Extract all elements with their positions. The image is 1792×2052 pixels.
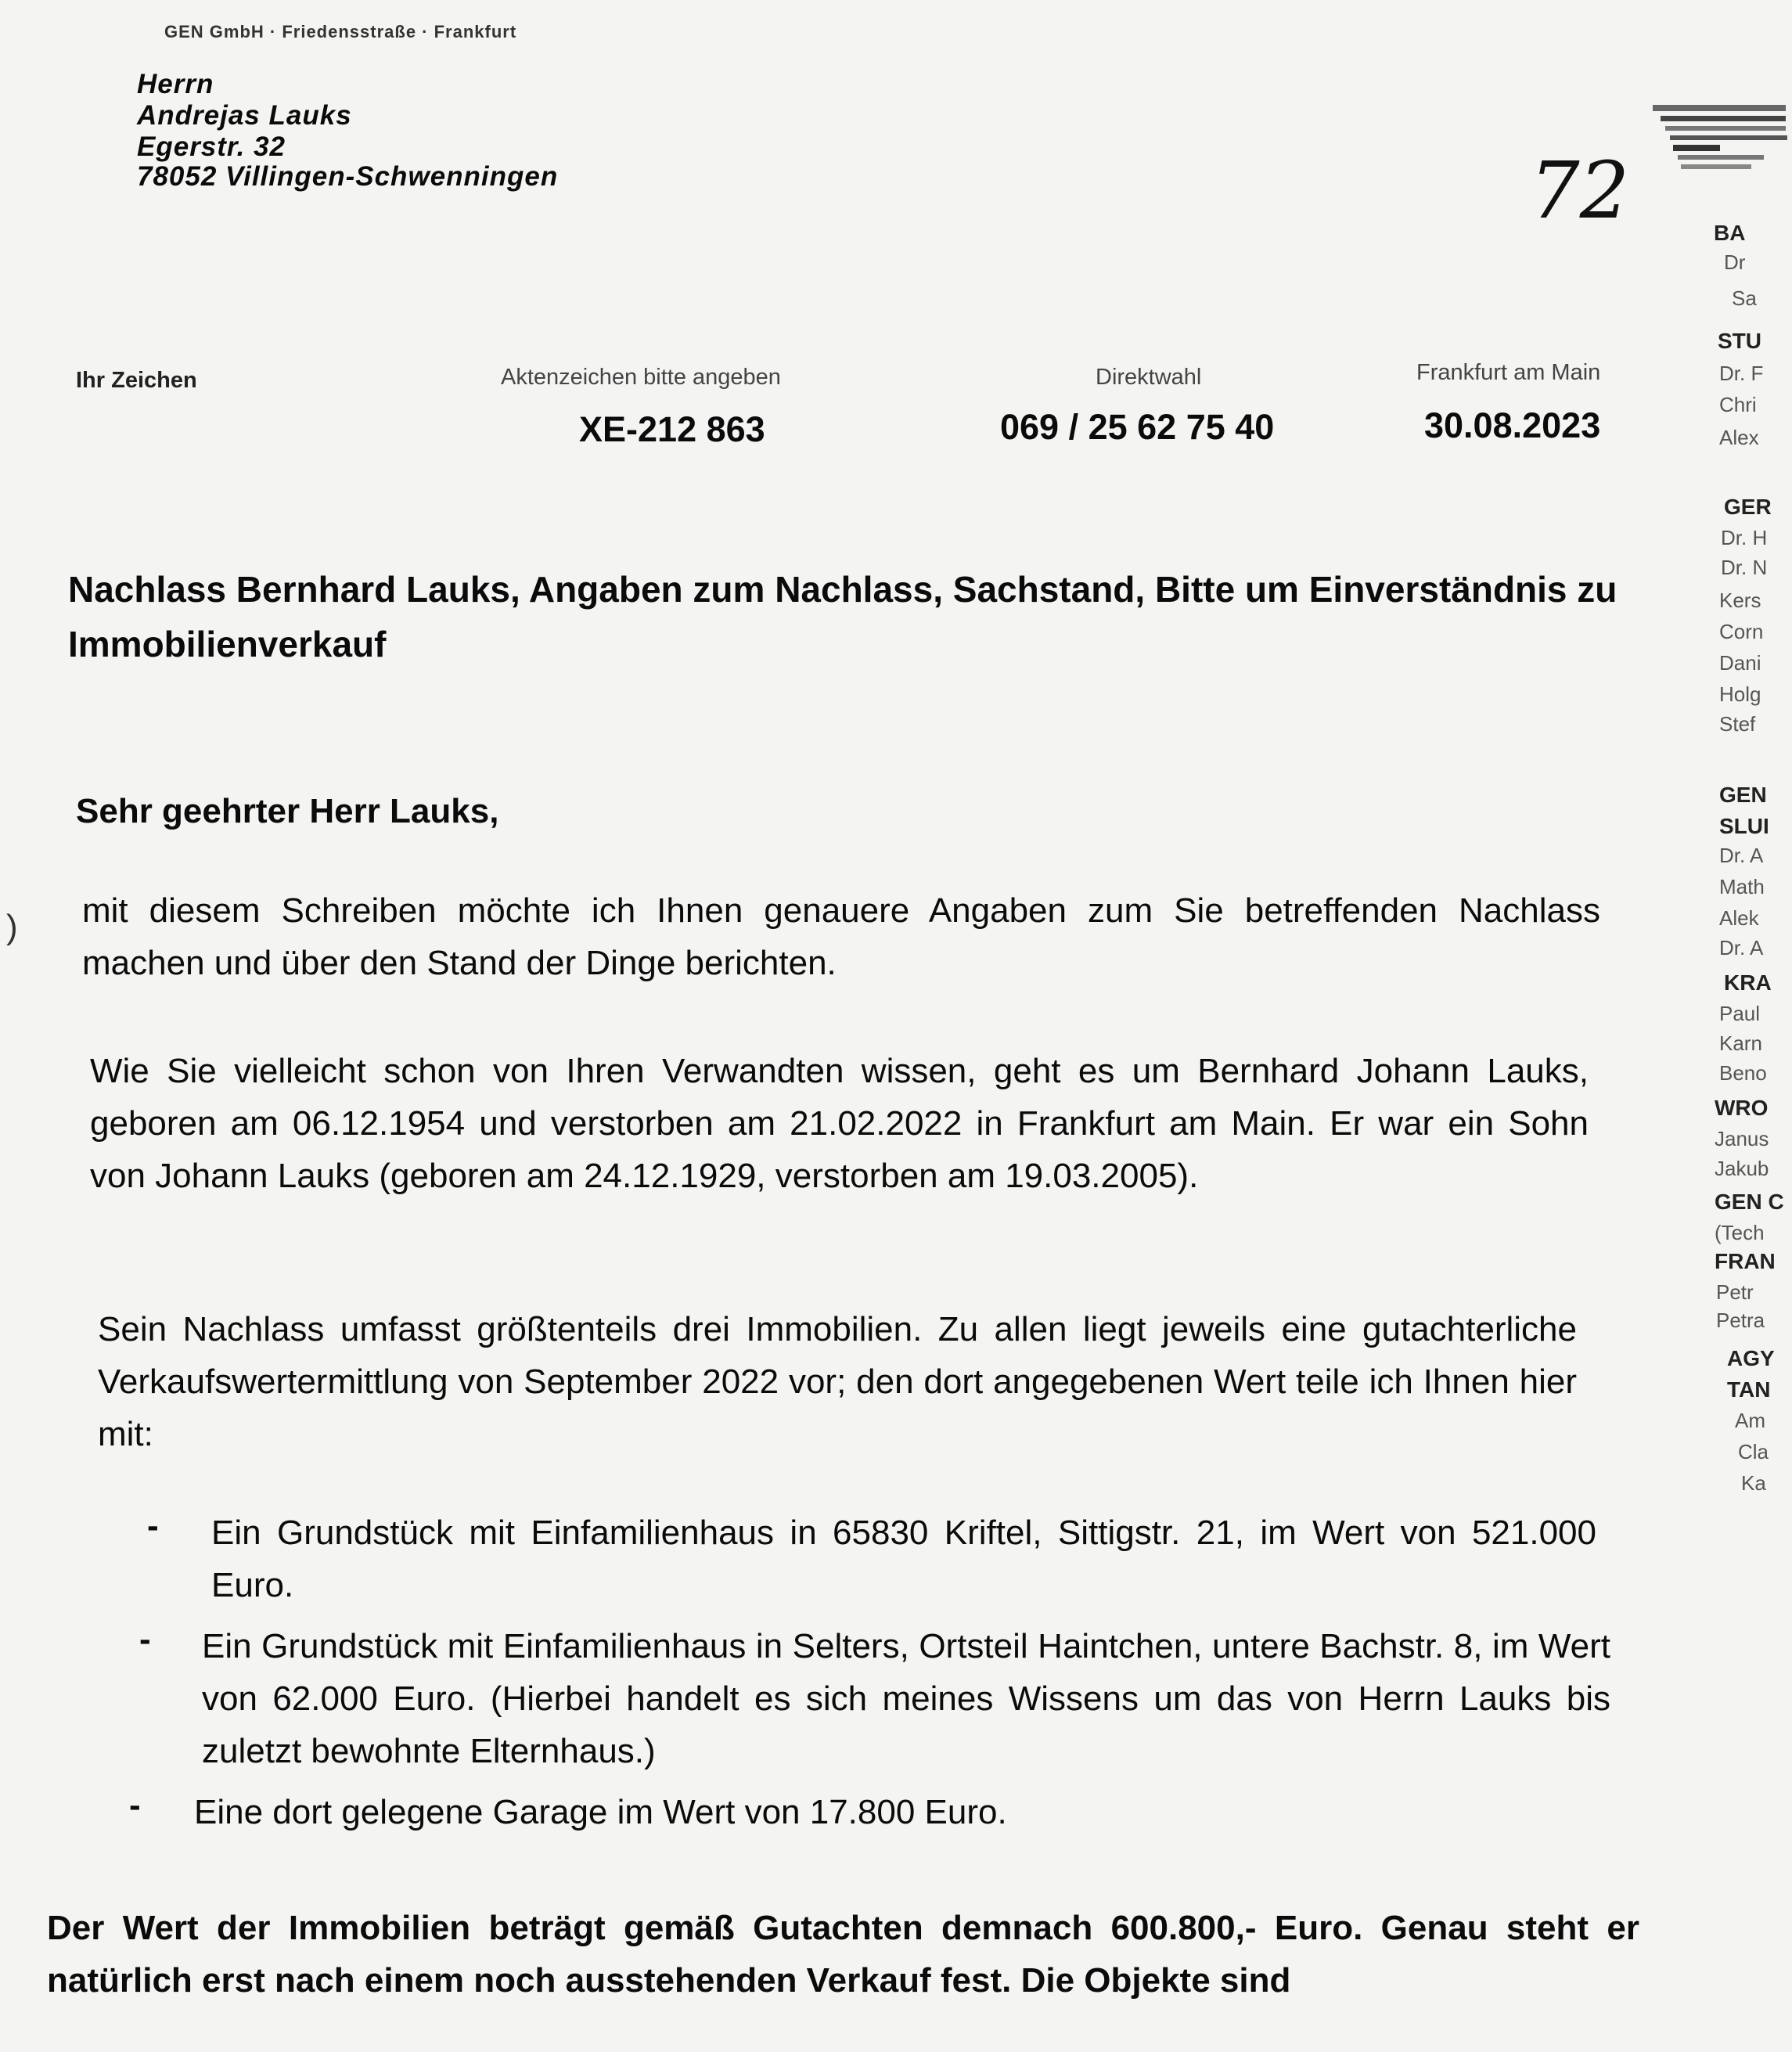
- sidebar-person-name: Petra: [1716, 1309, 1765, 1332]
- sidebar-person-name: Karn: [1719, 1031, 1762, 1055]
- sidebar-office-heading: GEN C: [1715, 1190, 1784, 1214]
- sidebar-person-name: Dani: [1719, 651, 1761, 675]
- sidebar-person-name: Dr. F: [1719, 362, 1764, 385]
- recipient-name: Andrejas Lauks: [137, 100, 352, 131]
- sidebar-person-name: Dr. A: [1719, 936, 1764, 959]
- sidebar-office-heading: FRAN: [1715, 1249, 1776, 1273]
- sidebar-person-name: Ka: [1741, 1471, 1766, 1495]
- subject-line: Nachlass Bernhard Lauks, Angaben zum Nachlass, Sachstand, Bitte um Einverständnis zu Immobilienverkauf: [68, 569, 1617, 664]
- paragraph-intro: mit diesem Schreiben möchte ich Ihnen genauere Angaben zum Sie betreffenden Nachlass machen und über den Stand der Dinge berichten.: [82, 891, 1600, 982]
- bullet-dash: -: [139, 1620, 151, 1658]
- bullet-dash: -: [129, 1786, 141, 1824]
- durchwahl-label: Direktwahl: [1096, 365, 1202, 390]
- sidebar-person-name: Cla: [1738, 1440, 1769, 1463]
- sidebar-office-heading: TAN: [1727, 1377, 1771, 1402]
- aktenzeichen-label: Aktenzeichen bitte angeben: [501, 365, 781, 390]
- sidebar-person-name: Dr. H: [1721, 526, 1768, 549]
- sidebar-person-name: Stef: [1719, 712, 1756, 736]
- recipient-street: Egerstr. 32: [137, 131, 286, 162]
- sidebar-person-name: Sa: [1732, 286, 1757, 310]
- firm-logo-strip-icon: [1650, 102, 1792, 172]
- sidebar-person-name: Am: [1735, 1409, 1765, 1432]
- handwritten-page-number: 72: [1530, 145, 1630, 236]
- sidebar-person-name: Jakub: [1715, 1157, 1769, 1180]
- sidebar-office-heading: GEN: [1719, 783, 1767, 807]
- bullet-item: Ein Grundstück mit Einfamilienhaus in 65830 Kriftel, Sittigstr. 21, im Wert von 521.000 Euro.: [211, 1514, 1596, 1604]
- ihr-zeichen-label: Ihr Zeichen: [76, 368, 197, 393]
- aktenzeichen-value: XE-212 863: [579, 409, 765, 449]
- bullet-item: Eine dort gelegene Garage im Wert von 17.800 Euro.: [194, 1793, 1007, 1831]
- sidebar-office-heading: GER: [1724, 495, 1772, 519]
- sidebar-person-name: (Tech: [1715, 1221, 1765, 1244]
- paragraph-estate: Sein Nachlass umfasst größtenteils drei Immobilien. Zu allen liegt jeweils eine gutachterliche Verkaufswertermittlung von September 2022 vor; den dort angegebenen Wert teile ich Ihnen hier mit:: [98, 1310, 1577, 1453]
- sidebar-person-name: Beno: [1719, 1061, 1767, 1085]
- sidebar-person-name: Janus: [1715, 1127, 1769, 1150]
- sidebar-person-name: Kers: [1719, 589, 1761, 612]
- sidebar-office-heading: BA: [1714, 221, 1746, 245]
- sidebar-person-name: Dr. N: [1721, 556, 1768, 579]
- recipient-salutation: Herrn: [137, 69, 214, 99]
- paragraph-total-value: Der Wert der Immobilien beträgt gemäß Gutachten demnach 600.800,- Euro. Genau steht er natürlich erst nach einem noch ausstehenden Verkauf fest. Die Objekte sind: [47, 1909, 1639, 2000]
- sidebar-person-name: Alek: [1719, 906, 1759, 930]
- sidebar-office-heading: WRO: [1715, 1096, 1769, 1120]
- sidebar-person-name: Holg: [1719, 682, 1761, 706]
- sidebar-person-name: Petr: [1716, 1280, 1754, 1304]
- recipient-city: 78052 Villingen-Schwenningen: [137, 161, 559, 192]
- bullet-dash: -: [147, 1507, 159, 1545]
- margin-mark: ): [6, 908, 18, 946]
- sidebar-person-name: Dr: [1724, 250, 1746, 274]
- sidebar-office-heading: SLUI: [1719, 814, 1769, 838]
- sidebar-office-heading: KRA: [1724, 970, 1772, 995]
- sidebar-person-name: Corn: [1719, 620, 1764, 643]
- greeting: Sehr geehrter Herr Lauks,: [76, 792, 499, 830]
- sidebar-office-heading: STU: [1718, 329, 1761, 353]
- datum-value: 30.08.2023: [1424, 405, 1601, 445]
- durchwahl-value: 069 / 25 62 75 40: [1000, 407, 1275, 447]
- sidebar-person-name: Alex: [1719, 426, 1759, 449]
- bullet-item: Ein Grundstück mit Einfamilienhaus in Selters, Ortsteil Haintchen, untere Bachstr. 8, im Wert von 62.000 Euro. (Hierbei handelt es sich meines Wissens um das von Herrn Lauks bis zuletzt bewohnte Elternhaus.): [202, 1627, 1610, 1770]
- paragraph-deceased: Wie Sie vielleicht schon von Ihren Verwandten wissen, geht es um Bernhard Johann Lauks, geboren am 06.12.1954 und verstorben am 21.02.2022 in Frankfurt am Main. Er war ein Sohn von Johann Lauks (geboren am 24.12.1929, verstorben am 19.03.2005).: [90, 1052, 1589, 1195]
- sidebar-office-heading: AGY: [1727, 1346, 1775, 1370]
- ort-label: Frankfurt am Main: [1416, 360, 1601, 385]
- sidebar-person-name: Chri: [1719, 393, 1757, 416]
- sidebar-person-name: Paul: [1719, 1002, 1761, 1025]
- sender-line: GEN GmbH · Friedensstraße · Frankfurt: [164, 22, 517, 41]
- sidebar-person-name: Math: [1719, 875, 1765, 898]
- sidebar-person-name: Dr. A: [1719, 844, 1764, 867]
